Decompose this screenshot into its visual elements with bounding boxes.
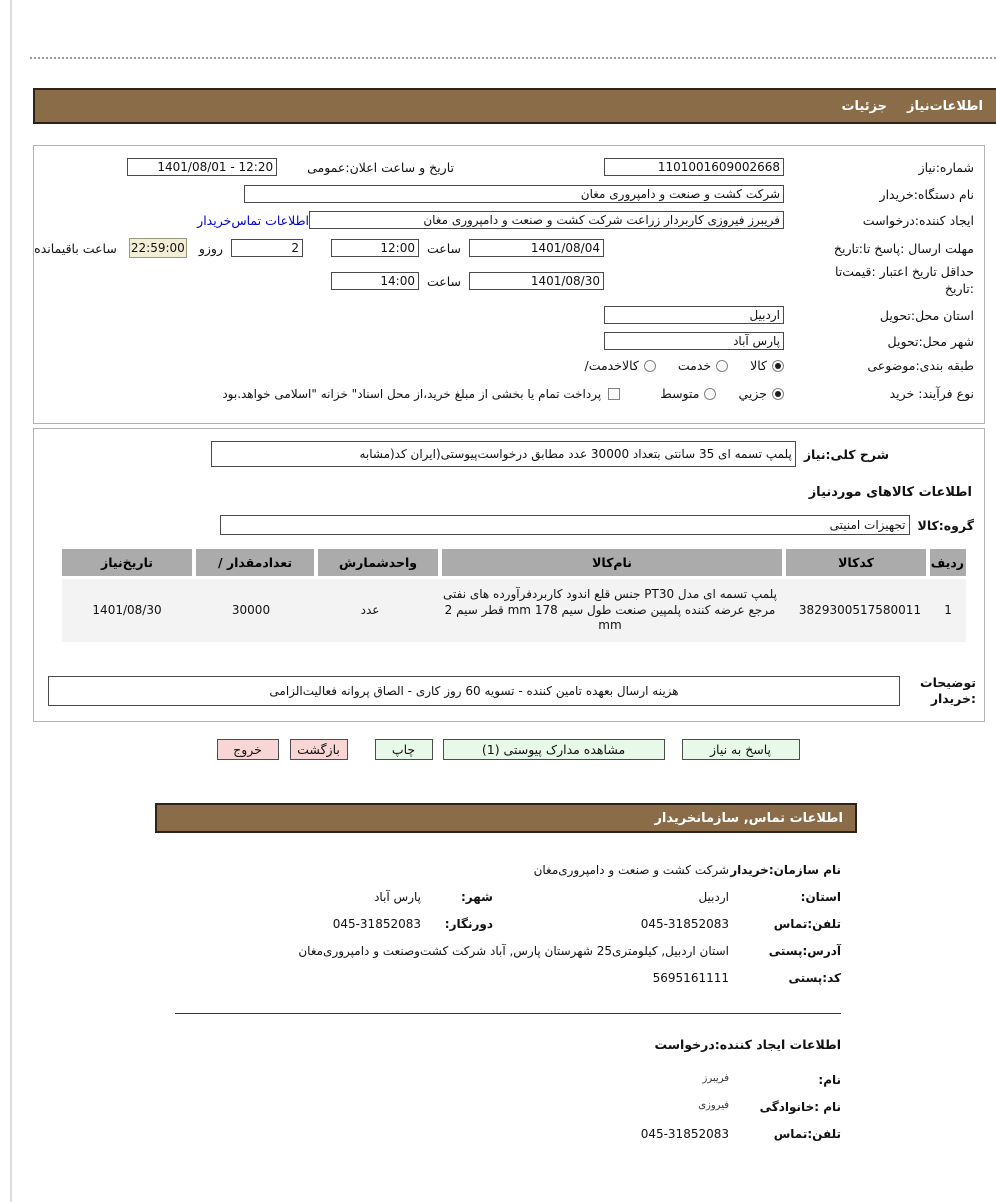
col-row-number: ردیف — [930, 549, 966, 576]
print-button[interactable]: چاپ — [375, 739, 433, 760]
org-address-label: آدرس:پستی — [768, 944, 841, 958]
validity-hour-label: ساعت — [426, 273, 461, 289]
category-service-option: خدمت — [677, 358, 712, 373]
remaining-days-input[interactable] — [231, 239, 303, 257]
treasury-payment-checkbox[interactable] — [608, 388, 620, 400]
org-phone-label: تلفن:تماس — [773, 917, 841, 931]
price-validity-date-input[interactable] — [469, 272, 604, 290]
goods-group-input[interactable] — [220, 515, 910, 535]
goods-section-title: اطلاعات کالاهای موردنیاز — [808, 485, 972, 500]
announce-datetime-label: تاریخ و ساعت اعلان:عمومی — [307, 159, 454, 175]
category-goods-service-radio[interactable] — [644, 360, 656, 372]
exit-button[interactable]: خروج — [217, 739, 279, 760]
col-item-code: کدکالا — [786, 549, 926, 576]
back-button[interactable]: بازگشت — [290, 739, 348, 760]
creator-phone-value: 045-31852083 — [640, 1127, 729, 1141]
reply-deadline-date-input[interactable] — [469, 239, 604, 257]
request-creator-input[interactable] — [309, 211, 784, 229]
org-contact-title: اطلاعات تماس, سازمانخریدار — [654, 810, 843, 826]
days-label: روزو — [198, 240, 223, 256]
section-divider — [175, 1013, 841, 1014]
need-items-panel — [33, 428, 985, 722]
remaining-time-box: 22:59:00 — [129, 238, 187, 258]
process-medium-radio[interactable] — [704, 388, 716, 400]
category-service-radio[interactable] — [716, 360, 728, 372]
col-need-date: تاریخ‌نیاز — [62, 549, 192, 576]
delivery-city-label: شهر محل:تحویل — [887, 333, 974, 349]
deadline-hour-label: ساعت — [426, 240, 461, 256]
reply-deadline-time-input[interactable] — [331, 239, 419, 257]
org-postal-value: 5695161111 — [652, 971, 729, 985]
org-province-label: استان: — [800, 890, 841, 904]
org-fax-value: 045-31852083 — [332, 917, 421, 931]
view-attached-docs-button[interactable]: مشاهده مدارک پیوستی (1) — [443, 739, 665, 760]
buyer-org-label: نام دستگاه:خریدار — [879, 186, 974, 202]
org-name-label: نام سازمان:خریدار — [730, 863, 841, 877]
org-address-value: استان اردبیل, کیلومتری25 شهرستان پارس, آباد شرکت کشت‌وصنعت و دامپروری‌مغان — [298, 944, 729, 958]
goods-table-header — [62, 549, 966, 576]
subject-category-label: طبقه بندی:موضوعی — [867, 358, 974, 373]
title-bar — [33, 88, 996, 124]
need-number-input[interactable] — [604, 158, 784, 176]
cell-item-code: 3829300517580011 — [798, 602, 922, 617]
delivery-province-input[interactable] — [604, 306, 784, 324]
org-province-value: اردبیل — [698, 890, 729, 904]
price-validity-time-input[interactable] — [331, 272, 419, 290]
need-number-label: شماره:نیاز — [918, 159, 974, 175]
org-fax-label: دورنگار: — [444, 917, 493, 931]
col-unit: واحدشمارش — [318, 549, 438, 576]
org-postal-label: کد:پستی — [788, 971, 841, 985]
table-row — [62, 579, 966, 642]
org-contact-section — [155, 833, 841, 1173]
request-creator-label: ایجاد کننده:درخواست — [862, 212, 974, 228]
category-goods-option: کالا — [750, 358, 767, 373]
category-goods-service-option: کالاخدمت/ — [584, 358, 639, 373]
creator-first-name-label: نام: — [818, 1073, 841, 1087]
creator-first-name-value: فریبرز — [702, 1073, 729, 1084]
cell-item-name: پلمپ تسمه ای مدل PT30 جنس قلع اندود کاربردفرآورده های نفتی مرجع عرضه کننده پلمپین صنعت طول سیم 178 mm قطر سیم 2 mm — [443, 587, 777, 633]
treasury-payment-note: پرداخت تمام یا بخشی از مبلغ خرید،از محل اسناد" خزانه "اسلامی خواهد.بود — [222, 386, 602, 401]
creator-last-name-label: نام :خانوادگی — [759, 1100, 841, 1114]
buyer-org-input[interactable] — [244, 185, 784, 203]
col-item-name: نام‌کالا — [442, 549, 782, 576]
process-medium-option: متوسط — [660, 386, 700, 401]
buyer-notes-label: توضیحات :خریدار — [920, 675, 976, 707]
creator-phone-label: تلفن:تماس — [773, 1127, 841, 1141]
cell-unit: عدد — [360, 602, 380, 617]
delivery-city-input[interactable] — [604, 332, 784, 350]
org-city-label: شهر: — [461, 890, 493, 904]
category-goods-radio[interactable] — [772, 360, 784, 372]
action-buttons-row — [33, 739, 983, 760]
goods-group-label: گروه:کالا — [917, 517, 974, 533]
price-validity-label: حداقل تاریخ اعتبار :قیمت‌تا :تاریخ — [834, 264, 974, 296]
buyer-notes-input[interactable] — [48, 676, 900, 706]
purchase-process-label: نوع فرآیند: خرید — [889, 386, 974, 401]
org-contact-header — [155, 803, 857, 833]
need-description-input[interactable] — [211, 441, 796, 467]
goods-table — [62, 549, 966, 642]
creator-last-name-value: فیروزی — [698, 1100, 729, 1111]
reply-deadline-label: مهلت ارسال :پاسخ تا:تاریخ — [833, 240, 974, 256]
cell-need-date: 1401/08/30 — [92, 602, 162, 617]
left-page-rule — [10, 0, 12, 1202]
need-description-label: شرح کلی:نیاز — [803, 446, 889, 462]
org-name-value: شرکت کشت و صنعت و دامپروری‌مغان — [533, 863, 729, 877]
cell-row-number: 1 — [944, 602, 952, 617]
cell-quantity: 30000 — [231, 602, 271, 617]
reply-to-need-button[interactable]: پاسخ به نیاز — [682, 739, 800, 760]
buyer-contact-link[interactable]: اطلاعات تماس‌خریدار — [197, 212, 309, 228]
col-quantity: تعدادمقدار / — [196, 549, 314, 576]
process-minor-option: جزيي — [738, 386, 767, 401]
top-dotted-divider — [30, 57, 996, 59]
announce-datetime-input[interactable] — [127, 158, 277, 176]
process-minor-radio[interactable] — [772, 388, 784, 400]
need-summary-panel — [33, 145, 985, 424]
org-phone-value: 045-31852083 — [640, 917, 729, 931]
org-city-value: پارس آباد — [374, 890, 421, 904]
creator-info-title: اطلاعات ایجاد کننده:درخواست — [654, 1037, 841, 1052]
delivery-province-label: استان محل:تحویل — [879, 307, 974, 323]
tab-details[interactable]: جزئیات — [841, 98, 888, 114]
tab-need-info[interactable]: اطلاعات‌نیاز — [907, 98, 983, 114]
remaining-time-label: ساعت باقیمانده — [34, 240, 117, 256]
